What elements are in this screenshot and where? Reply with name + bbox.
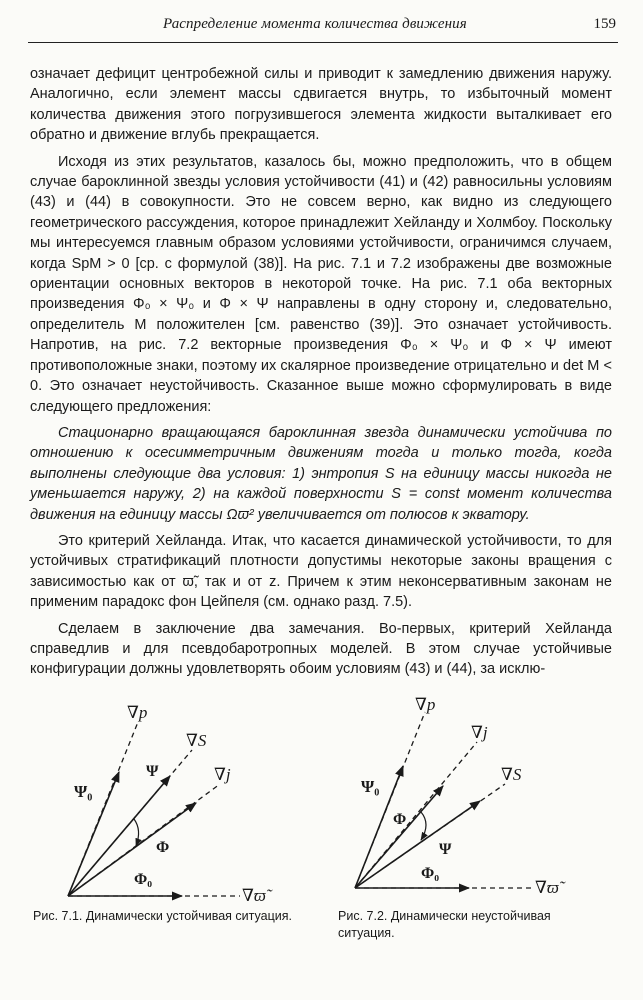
- rotation-arc: [134, 819, 139, 846]
- label-grad-s: ∇S: [501, 765, 522, 784]
- label-psi0: Ψ₀: [361, 777, 380, 796]
- paragraph: Исходя из этих результатов, казалось бы, можно предположить, что в общем случае бароклинной звезды условия устойчивости (41) и (42) равносильны условиям (43) и (44) в совокупности. Это не совсем верно, как видно из следующего геометрического рассуждения, которое принадлежит Хейланду и Холмбоу. Поскольку мы интересуемся главным образом условиями устойчивости, ограничимся случаем, когда SpM > 0 [ср. с формулой (38)]. На рис. 7.1 и 7.2 изображены две возможные ориентации основных векторов в некоторой точке. На рис. 7.1 оба векторных произведения Φ₀ × Ψ₀ и Φ × Ψ направлены в одну сторону и, следовательно, определитель M положителен [см. равенство (39)]. Это означает устойчивость. Напротив, на рис. 7.2 векторные произведения Φ₀ × Ψ₀ и Φ × Ψ имеют противоположные знаки, поэтому их скалярное произведение отрицательно и det M < 0. Это означает неустойчивость. Сказанное выше можно сформулировать в виде следующего предложения:: [30, 153, 612, 415]
- label-grad-s: ∇S: [186, 731, 207, 750]
- label-grad-j: ∇j: [214, 765, 231, 784]
- figure-7-2: [335, 695, 635, 940]
- page-body: [30, 64, 612, 686]
- paragraph: Это критерий Хейланда. Итак, что касается динамической устойчивости, то для устойчивых стратификаций плотности допустимы некоторые законы вращения с зависимостью как от ϖ̃, так и от z. Причем к этим неконсервативным законам не применим парадокс фон Цейпеля (см. однако разд. 7.5).: [30, 532, 612, 611]
- figures: [0, 695, 643, 1000]
- figure-7-2-caption: Рис. 7.2. Динамически неустойчивая ситуация.: [338, 909, 551, 940]
- label-phi0: Φ₀: [421, 865, 440, 882]
- paragraph: означает дефицит центробежной силы и приводит к замедлению движения наружу. Аналогично, если элемент массы сдвигается внутрь, то избыточный момент количества движения этого погрузившегося элемента жидкости выталкивает его обратно и движение вглубь прекращается.: [30, 66, 612, 144]
- label-phi: Φ: [393, 811, 407, 828]
- label-grad-j: ∇j: [471, 723, 488, 742]
- rotation-arc: [421, 812, 426, 840]
- page-number: 159: [593, 16, 616, 32]
- label-grad-w: ∇ϖ̃: [535, 878, 559, 897]
- label-psi: Ψ: [439, 841, 452, 858]
- label-psi0: Ψ₀: [74, 782, 93, 801]
- page-header: [28, 12, 618, 43]
- theorem-statement: Стационарно вращающаяся бароклинная звезда динамически устойчива по отношению к осесимметричным движениям тогда и только тогда, когда выполнены следующие два условия: 1) энтропия S на единицу массы никогда не уменьшается наружу, 2) на каждой поверхности S = const момент количества движения на единицу массы Ωϖ² увеличивается от полюсов к экватору.: [30, 424, 612, 523]
- figure-7-1: [30, 700, 330, 923]
- figure-7-1-diagram: [30, 700, 320, 905]
- figure-7-2-diagram: [335, 695, 625, 905]
- figure-7-1-caption: Рис. 7.1. Динамически устойчивая ситуация.: [33, 909, 292, 923]
- label-phi: Φ: [156, 839, 170, 856]
- label-grad-p: ∇p: [415, 695, 436, 714]
- label-phi0: Φ₀: [134, 871, 153, 888]
- psi-vector: [355, 801, 480, 888]
- label-grad-p: ∇p: [127, 703, 148, 722]
- paragraph: Сделаем в заключение два замечания. Во-первых, критерий Хейланда справедлив и для псевдобаротропных моделей. В этом случае устойчивые конфигурации должны удовлетворять обоим условиям (43) и (44), за исклю-: [30, 620, 612, 678]
- running-title: Распределение момента количества движения: [163, 16, 467, 32]
- label-psi: Ψ: [146, 763, 159, 780]
- label-grad-w: ∇ϖ̃: [242, 886, 266, 905]
